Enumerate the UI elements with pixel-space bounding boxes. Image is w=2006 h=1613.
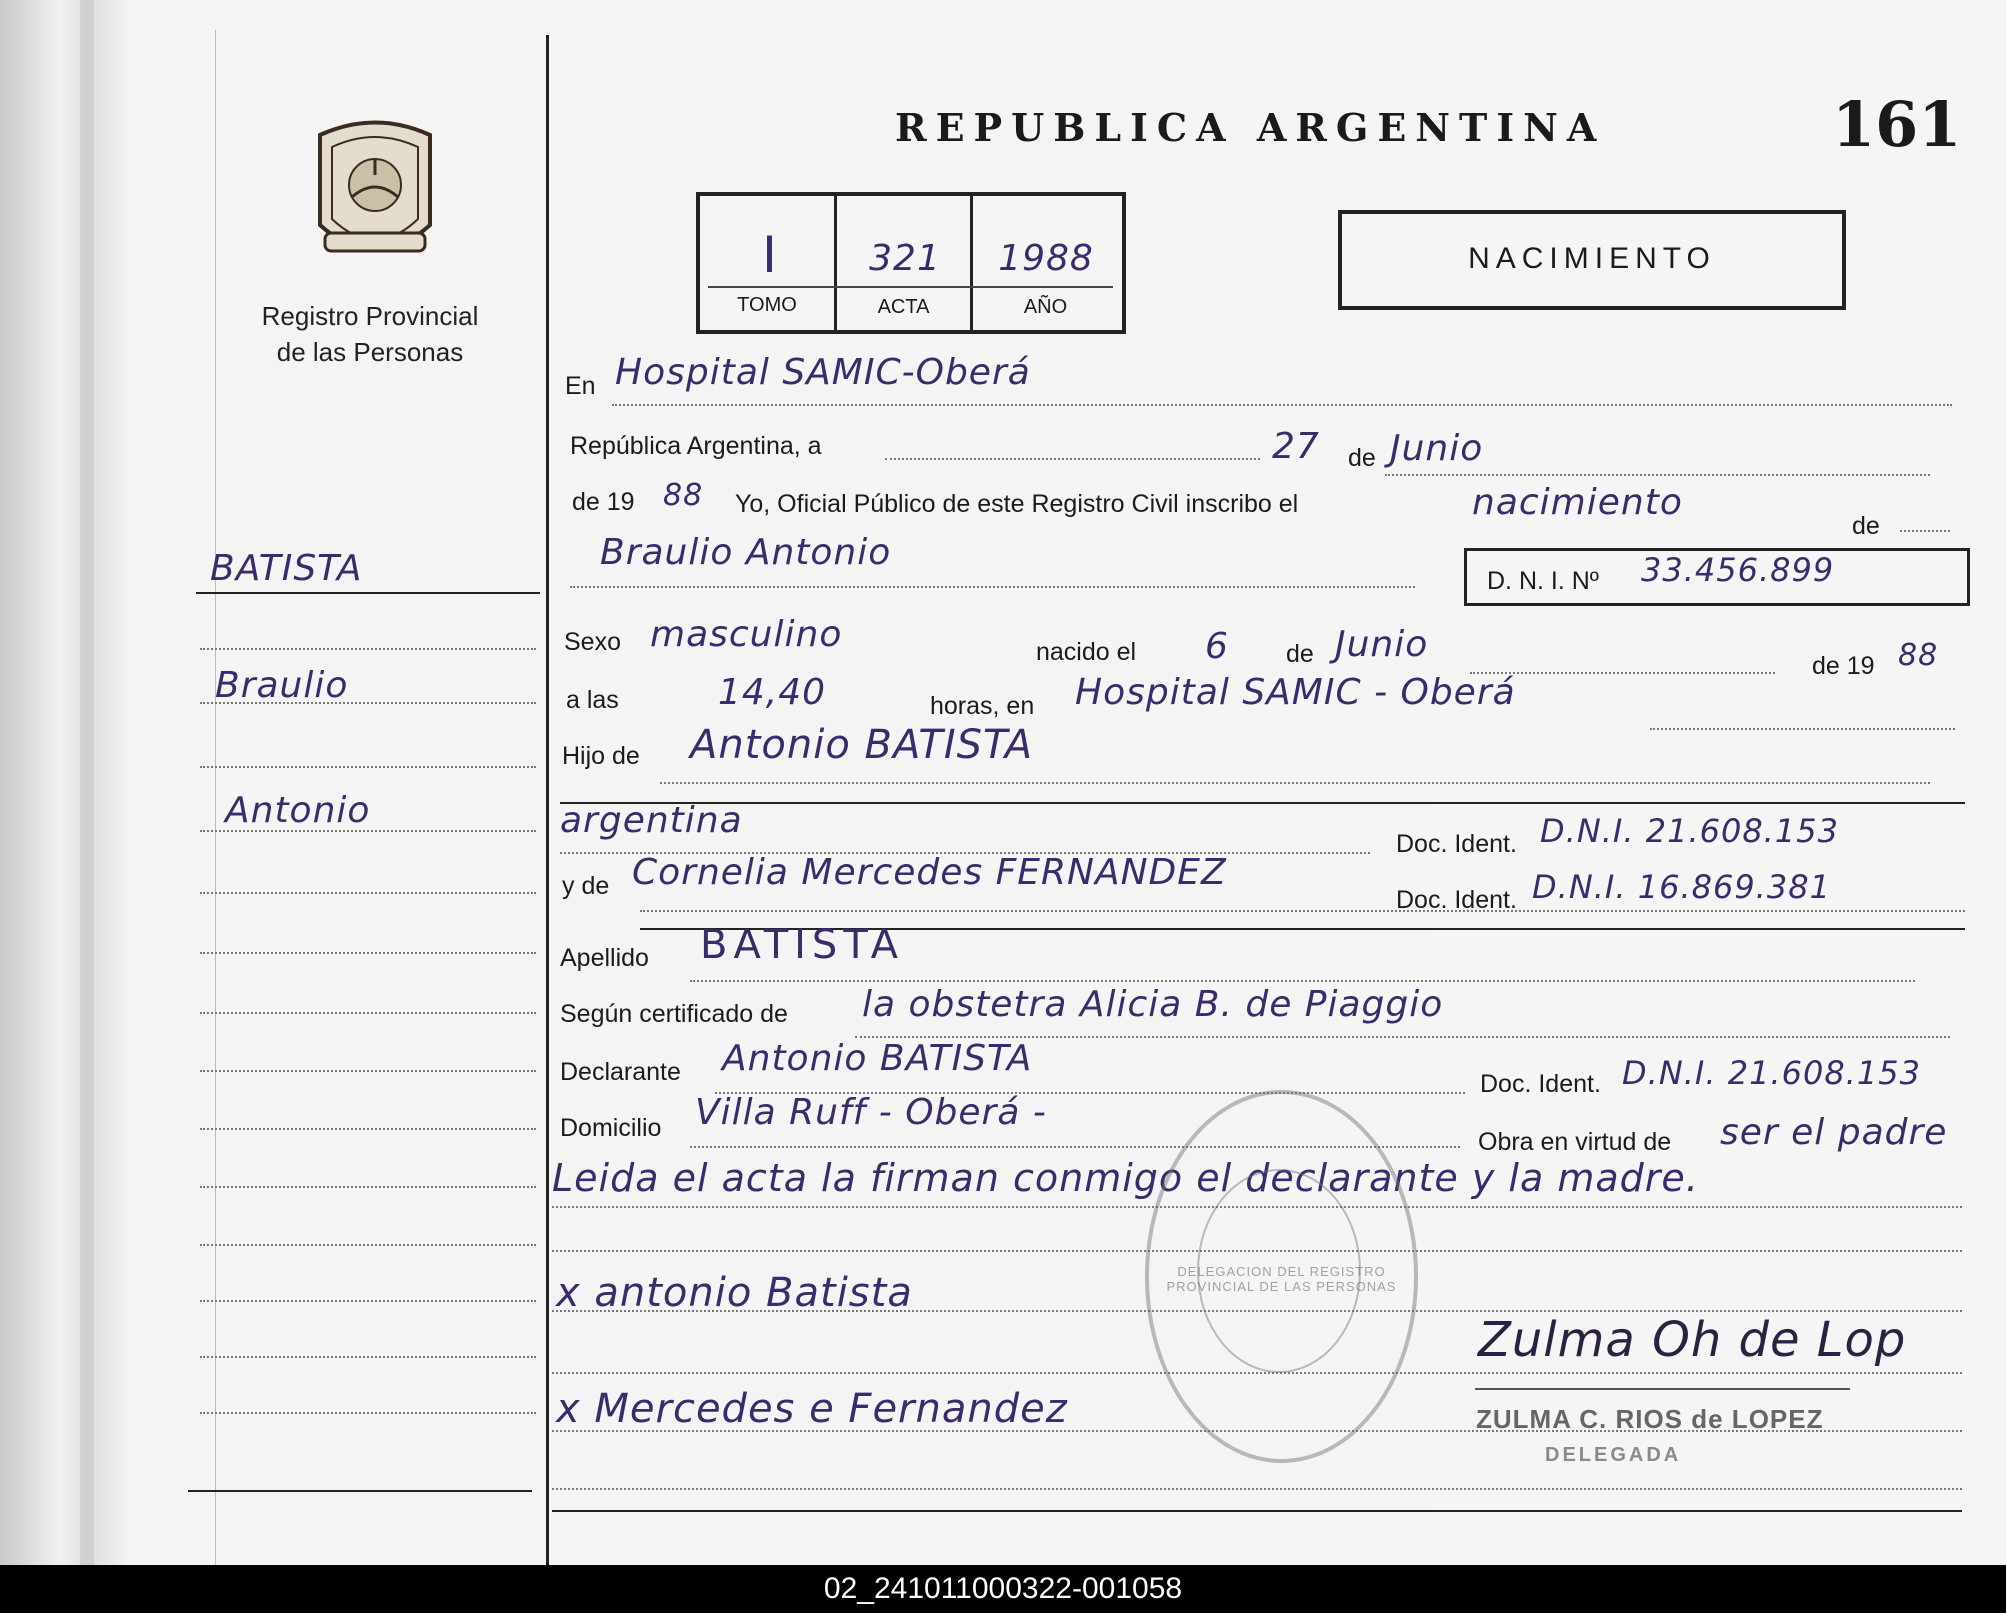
father-name: Antonio BATISTA: [690, 722, 1034, 768]
obra-label: Obra en virtud de: [1478, 1128, 1672, 1156]
birth-hour: 14,40: [718, 672, 827, 713]
acta-value: 321: [869, 238, 941, 279]
folio-number: 161: [1832, 88, 1962, 161]
de-end-label: de: [1852, 512, 1880, 540]
de-label: de: [1348, 444, 1376, 472]
margin-name-2: Antonio: [225, 790, 371, 831]
nacido-label: nacido el: [1036, 638, 1137, 666]
field-line: [1650, 728, 1955, 730]
seal-icon: [300, 115, 450, 270]
obra-value: ser el padre: [1720, 1112, 1948, 1153]
field-line: [640, 910, 1965, 912]
field-line: [552, 1488, 1962, 1490]
margin-dots: [200, 830, 536, 832]
official-stamp: [1145, 1090, 1418, 1463]
apellido-label: Apellido: [560, 944, 649, 972]
margin-dots: [200, 1356, 536, 1358]
tomo-value: I: [762, 226, 778, 284]
official-signature: Zulma Oh de Lop: [1478, 1312, 1907, 1368]
mother-doc: D.N.I. 16.869.381: [1532, 868, 1831, 906]
mother-name: Cornelia Mercedes FERNANDEZ: [632, 852, 1227, 893]
republica-label: República Argentina, a: [570, 432, 822, 460]
birth-month: Junio: [1335, 624, 1429, 665]
field-line: [885, 458, 1260, 460]
act-day: 27: [1272, 426, 1320, 467]
section-rule: [560, 802, 1965, 804]
de2-label: de: [1286, 640, 1314, 668]
horas-label: horas, en: [930, 692, 1035, 720]
leida-text: Leida el acta la firman conmigo el declarante y la madre.: [552, 1156, 1699, 1200]
yde-label: y de: [562, 872, 610, 900]
en-label: En: [565, 372, 596, 400]
signature-madre: x Mercedes e Fernandez: [556, 1386, 1068, 1432]
act-type-label: NACIMIENTO: [1468, 242, 1716, 275]
declarante-value: Antonio BATISTA: [722, 1038, 1033, 1079]
margin-dots: [200, 1412, 536, 1414]
margin-dots: [200, 1012, 536, 1014]
margin-rule: [215, 30, 216, 1565]
margin-dots: [200, 702, 536, 704]
sexo-value: masculino: [650, 614, 843, 655]
field-line: [690, 980, 1915, 982]
de-19b-label: de 19: [1812, 652, 1875, 680]
country-title: REPUBLICA ARGENTINA: [895, 105, 1606, 150]
margin-dots: [200, 648, 536, 650]
margin-dots: [200, 1300, 536, 1302]
sexo-label: Sexo: [564, 628, 621, 656]
margin-dots: [200, 1128, 536, 1130]
field-line: [1470, 672, 1775, 674]
acta-label: ACTA: [877, 296, 930, 318]
declarante-doc: D.N.I. 21.608.153: [1622, 1054, 1921, 1092]
official-name: ZULMA C. RIOS de LOPEZ: [1476, 1404, 1824, 1434]
margin-dots: [200, 892, 536, 894]
act-month: Junio: [1390, 428, 1484, 469]
registry-name: [230, 298, 510, 370]
registry-line-1: Registro Provincial: [261, 301, 479, 331]
field-line: [612, 404, 1952, 406]
margin-surname: BATISTA: [210, 548, 363, 589]
misiones-seal: [300, 115, 450, 270]
official-role: DELEGADA: [1545, 1444, 1682, 1466]
margin-name-1: Braulio: [215, 665, 349, 706]
hijo-label: Hijo de: [562, 742, 640, 770]
birth-year-suffix: 88: [1898, 638, 1939, 673]
father-nationality: argentina: [560, 800, 743, 841]
field-line: [1385, 474, 1930, 476]
tomo-label: TOMO: [737, 294, 797, 316]
margin-rule-1: [196, 592, 540, 594]
certificado-value: la obstetra Alicia B. de Piaggio: [862, 984, 1444, 1025]
margin-rule-bottom: [188, 1490, 532, 1492]
dni-value: 33.456.899: [1641, 551, 1835, 589]
record-number-box: [696, 192, 1126, 334]
field-line: [660, 782, 1930, 784]
image-code: 02_241011000322-001058: [823, 1572, 1183, 1605]
alas-label: a las: [566, 686, 619, 714]
anio-label: AÑO: [1023, 296, 1068, 318]
doc-label-1: Doc. Ident.: [1396, 830, 1517, 858]
place-of-act: Hospital SAMIC-Oberá: [615, 352, 1031, 393]
registry-line-2: de las Personas: [276, 337, 464, 367]
field-line: [1900, 530, 1950, 532]
margin-dots: [200, 1186, 536, 1188]
margin-dots: [200, 952, 536, 954]
de-19-label: de 19: [572, 488, 635, 516]
bottom-rule: [552, 1510, 1962, 1512]
act-kind: nacimiento: [1472, 482, 1683, 523]
declarante-label: Declarante: [560, 1058, 681, 1086]
apellido-value: BATISTA: [700, 922, 905, 968]
birth-day: 6: [1205, 626, 1229, 667]
birth-place: Hospital SAMIC - Oberá: [1075, 672, 1516, 713]
margin-dots: [200, 1070, 536, 1072]
margin-dots: [200, 766, 536, 768]
signature-rule: [1475, 1388, 1850, 1390]
act-type-box: [1338, 210, 1846, 310]
inscribo-text: Yo, Oficial Público de este Registro Civil inscribo el: [735, 490, 1299, 518]
domicilio-value: Villa Ruff - Oberá -: [695, 1092, 1047, 1133]
anio-value: 1988: [998, 238, 1094, 279]
main-column-rule: [546, 35, 549, 1565]
child-name: Braulio Antonio: [600, 532, 892, 573]
doc-label-2: Doc. Ident.: [1396, 886, 1517, 914]
father-doc: D.N.I. 21.608.153: [1540, 812, 1839, 850]
image-code-bar: [0, 1565, 2006, 1613]
segun-label: Según certificado de: [560, 1000, 788, 1028]
signature-declarante: x antonio Batista: [556, 1270, 913, 1316]
margin-dots: [200, 1244, 536, 1246]
field-line: [570, 586, 1415, 588]
doc-label-3: Doc. Ident.: [1480, 1070, 1601, 1098]
stamp-text: DELEGACION DEL REGISTRO PROVINCIAL DE LAS PERSONAS: [1166, 1264, 1397, 1294]
domicilio-label: Domicilio: [560, 1114, 662, 1142]
act-year-suffix: 88: [663, 478, 704, 513]
dni-label: D. N. I. Nº: [1487, 567, 1599, 595]
dni-box: [1464, 548, 1970, 606]
book-binding: [80, 0, 94, 1565]
